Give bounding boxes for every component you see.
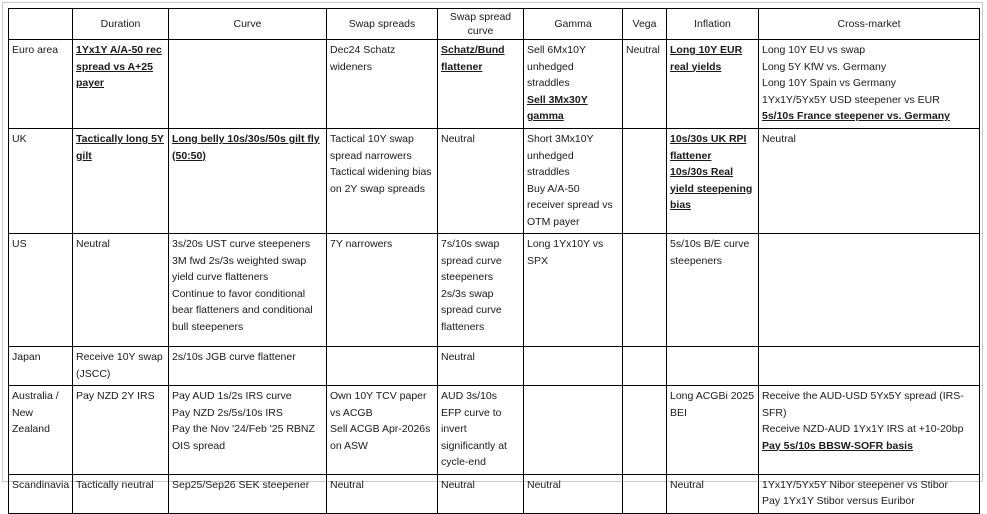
trade-entry: 3s/20s UST curve steepeners [172,238,311,250]
trade-entry: Pay 5s/10s BBSW-SOFR basis [762,439,913,452]
trade-entry: 2s/3s swap spread curve flatteners [441,287,502,333]
region-label: US [9,234,73,347]
trade-entry: Neutral [76,238,110,250]
trade-entry: 1Yx1Y/5Yx5Y Nibor steepener vs Stibor [762,478,948,491]
trade-entry: Sell ACGB Apr-2026s on ASW [330,423,431,452]
cell-us-cross-market [759,234,980,347]
column-header-inflation: Inflation [667,9,759,40]
trade-entry: Sep25/Sep26 SEK steepener [172,478,310,491]
trade-entry: Buy A/A-50 receiver spread vs OTM payer [527,182,613,228]
trade-entry: Pay NZD 2s/5s/10s IRS [172,406,283,419]
table-row-euro-area [9,40,980,129]
cell-japan-curve [169,347,327,386]
trade-entry: Pay the Nov '24/Feb '25 RBNZ OIS spread [172,423,315,452]
trade-entry: 1Yx1Y/5Yx5Y USD steepener vs EUR [762,93,940,106]
trade-entry: Long 10Y EUR real yields [670,44,743,73]
cell-us-inflation [667,234,759,347]
column-header-curve: Curve [169,9,327,40]
table-header-row [9,9,980,40]
cell-us-curve [169,234,327,347]
trade-entry: Neutral [626,44,660,56]
column-header-vega: Vega [623,9,667,40]
trade-entry: Receive NZD-AUD 1Yx1Y IRS at +10-20bp [762,423,964,435]
trade-entry: AUD 3s/10s EFP curve to invert significantly at cycle-end [441,390,507,468]
table-row-uk [9,129,980,234]
region-label: Japan [9,347,73,386]
table-row-scandinavia [9,474,980,513]
cell-uk-gamma [524,129,623,234]
trade-entry: Receive 10Y swap (JSCC) [76,351,163,380]
region-label: Australia / New Zealand [9,386,73,475]
trade-entry: Tactical 10Y swap spread narrowers [330,133,414,162]
region-label: Euro area [9,40,73,129]
cell-euro-area-duration [73,40,169,129]
cell-euro-area-swap-spreads [327,40,438,129]
trade-entry: Pay 1Yx1Y Stibor versus Euribor [762,495,915,507]
column-header-duration: Duration [73,9,169,40]
trade-entry: Tactically neutral [76,478,154,491]
cell-uk-swap-spread-curve [438,129,524,234]
cell-euro-area-vega [623,40,667,129]
trade-entry: 2s/10s JGB curve flattener [172,351,296,363]
trade-entry: Neutral [762,133,796,145]
trade-entry: 1Yx1Y A/A-50 rec spread vs A+25 payer [76,44,162,89]
cell-australia-new-zealand-cross-market [759,386,980,475]
cell-scandinavia-curve [169,474,327,513]
trade-entry: Pay AUD 1s/2s IRS curve [172,390,292,402]
cell-us-duration [73,234,169,347]
trade-entry: Sell 3Mx30Y gamma [527,93,588,122]
trade-entry: Dec24 Schatz wideners [330,44,396,73]
trade-entry: Pay NZD 2Y IRS [76,390,155,402]
trade-entry: Continue to favor conditional bear flatteners and conditional bull steepeners [172,287,313,333]
cell-scandinavia-swap-spread-curve [438,474,524,513]
trade-entry: 5s/10s France steepener vs. Germany [762,110,950,122]
table-row-australia-new-zealand [9,386,980,475]
trade-entry: 7Y narrowers [330,238,393,250]
trade-entry: Tactically long 5Y gilt [76,133,164,162]
cell-scandinavia-duration [73,474,169,513]
trade-entry: Long ACGBi 2025 BEI [670,390,755,419]
cell-us-vega [623,234,667,347]
cell-australia-new-zealand-swap-spread-curve [438,386,524,475]
column-header-gamma: Gamma [524,9,623,40]
trade-entry: Long 1Yx10Y vs SPX [527,238,604,267]
cell-australia-new-zealand-gamma [524,386,623,475]
cell-uk-swap-spreads [327,129,438,234]
trade-entry: Tactical widening bias on 2Y swap spreads [330,166,432,195]
column-header-swap-spreads: Swap spreads [327,9,438,40]
trade-recommendations-table [8,8,980,514]
region-label: Scandinavia [9,474,73,513]
cell-scandinavia-vega [623,474,667,513]
cell-japan-vega [623,347,667,386]
trade-entry: Neutral [330,478,364,491]
trade-entry: Long 5Y KfW vs. Germany [762,60,887,73]
cell-uk-vega [623,129,667,234]
cell-us-swap-spreads [327,234,438,347]
trade-entry: 10s/30s Real yield steepening bias [670,166,753,211]
trade-entry: Receive the AUD-USD 5Yx5Y spread (IRS-SFR) [762,390,964,419]
trade-entry: Neutral [670,478,704,491]
trade-entry: Long belly 10s/30s/50s gilt fly (50:50) [172,133,320,162]
cell-uk-curve [169,129,327,234]
trade-entry: 5s/10s B/E curve steepeners [670,238,750,267]
cell-japan-duration [73,347,169,386]
cell-scandinavia-cross-market [759,474,980,513]
cell-australia-new-zealand-curve [169,386,327,475]
cell-scandinavia-gamma [524,474,623,513]
column-header-swap-spread-curve: Swap spread curve [438,9,524,40]
trade-entry: Short 3Mx10Y unhedged straddles [527,133,594,178]
trade-entry: Long 10Y Spain vs Germany [762,77,897,89]
cell-uk-inflation [667,129,759,234]
column-header-cross-market: Cross-market [759,9,980,40]
cell-euro-area-curve [169,40,327,129]
column-header-region [9,9,73,40]
trade-entry: Schatz/Bund flattener [441,44,505,73]
trade-entry: 3M fwd 2s/3s weighted swap yield curve flatteners [172,254,307,283]
trade-entry: Own 10Y TCV paper vs ACGB [330,390,427,419]
cell-japan-inflation [667,347,759,386]
cell-scandinavia-inflation [667,474,759,513]
cell-euro-area-gamma [524,40,623,129]
cell-australia-new-zealand-inflation [667,386,759,475]
cell-japan-swap-spread-curve [438,347,524,386]
trade-entry: Long 10Y EU vs swap [762,44,866,56]
trade-entry: Neutral [441,351,475,363]
trade-entry: 10s/30s UK RPI flattener [670,133,747,162]
cell-euro-area-cross-market [759,40,980,129]
table-row-japan [9,347,980,386]
cell-australia-new-zealand-vega [623,386,667,475]
table-row-us [9,234,980,347]
cell-euro-area-swap-spread-curve [438,40,524,129]
cell-euro-area-inflation [667,40,759,129]
trade-entry: Neutral [527,478,561,491]
cell-australia-new-zealand-duration [73,386,169,475]
cell-uk-duration [73,129,169,234]
cell-australia-new-zealand-swap-spreads [327,386,438,475]
cell-japan-swap-spreads [327,347,438,386]
cell-us-swap-spread-curve [438,234,524,347]
trade-entry: Sell 6Mx10Y unhedged straddles [527,44,586,89]
trade-entry: 7s/10s swap spread curve steepeners [441,238,502,283]
cell-japan-gamma [524,347,623,386]
cell-japan-cross-market [759,347,980,386]
cell-us-gamma [524,234,623,347]
region-label: UK [9,129,73,234]
cell-uk-cross-market [759,129,980,234]
cell-scandinavia-swap-spreads [327,474,438,513]
trade-entry: Neutral [441,133,475,145]
trade-entry: Neutral [441,478,475,491]
